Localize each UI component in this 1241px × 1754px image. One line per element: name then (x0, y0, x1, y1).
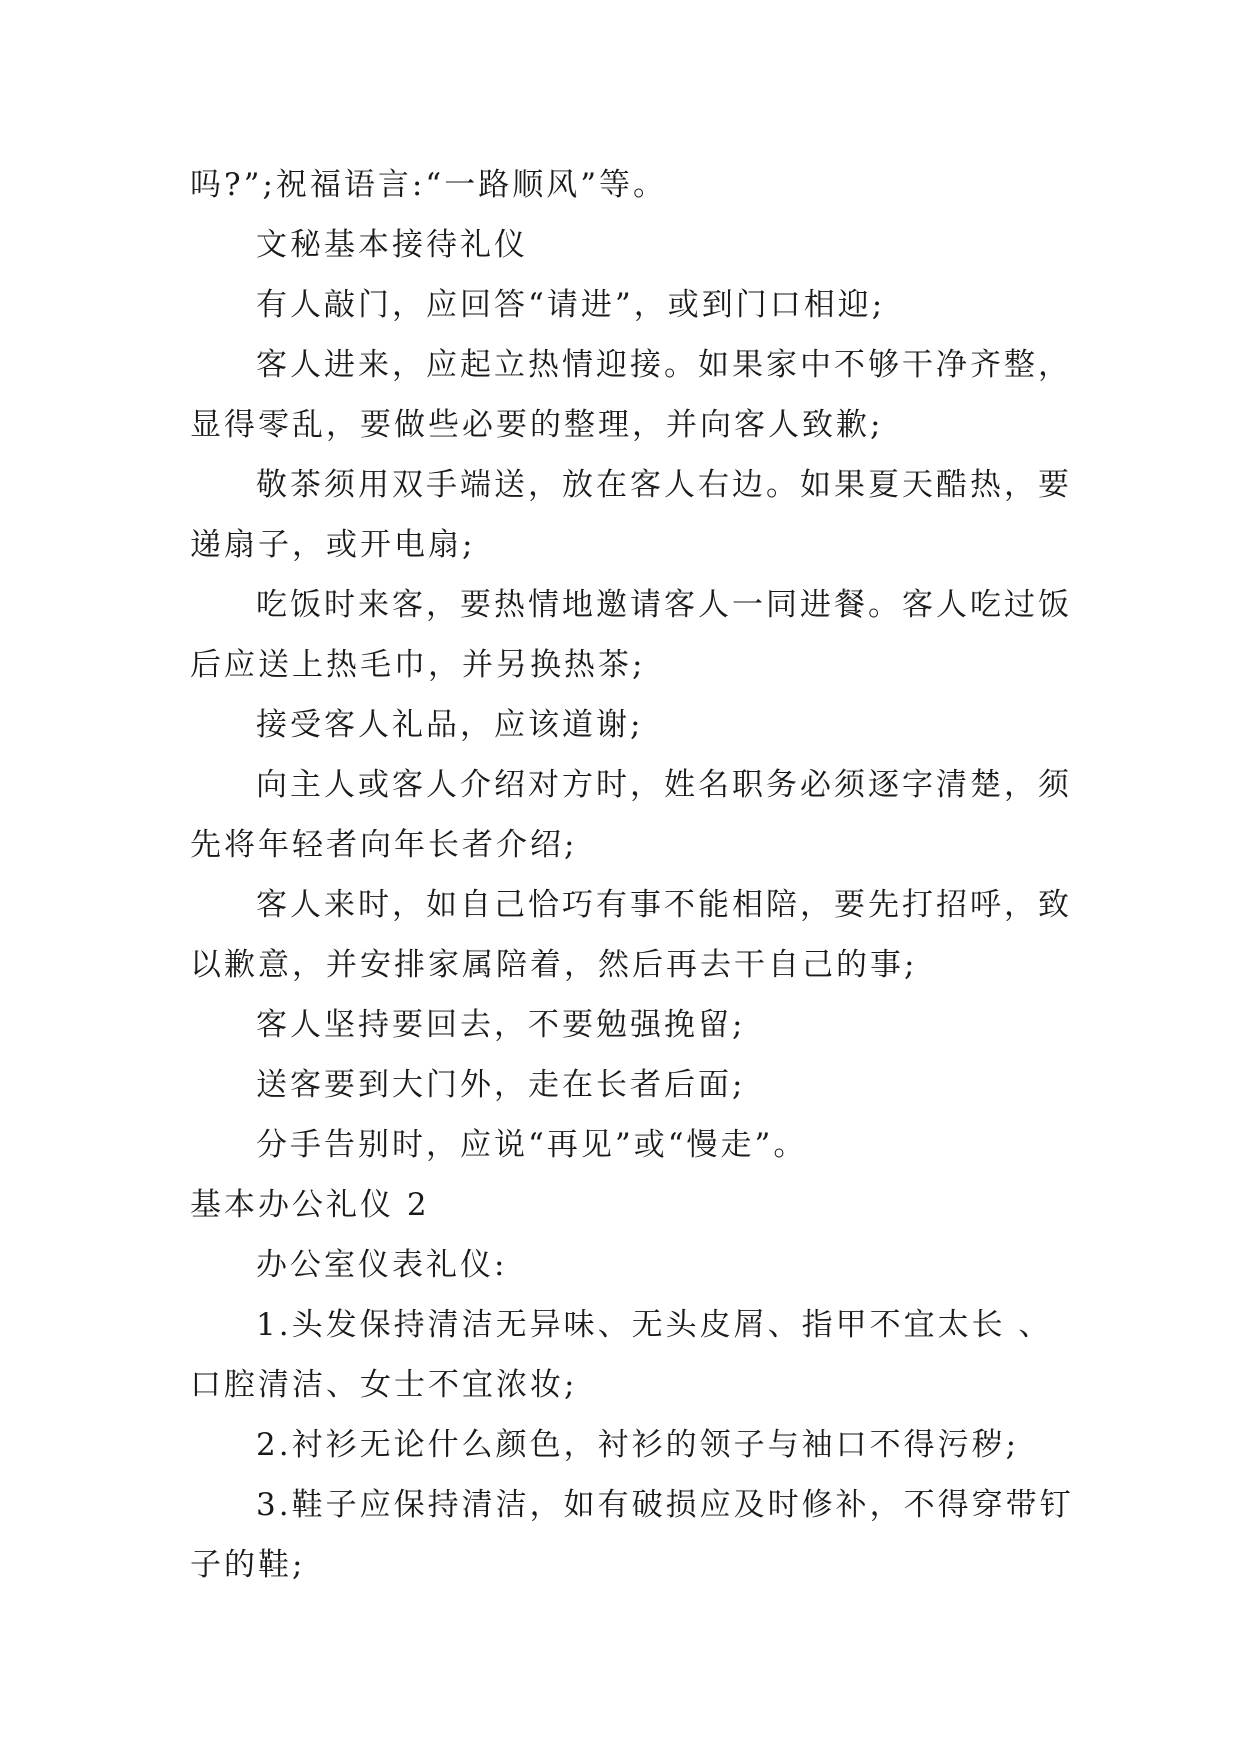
text-line: 分手告别时，应说“再见”或“慢走”。 (256, 1127, 808, 1163)
text-line: 接受客人礼品，应该道谢; (256, 707, 644, 743)
document-body (190, 155, 1074, 1595)
text-line: 有人敲门，应回答“请进”，或到门口相迎; (256, 287, 886, 323)
text-line: 客人来时，如自己恰巧有事不能相陪，要先打招呼，致 (256, 887, 1072, 923)
text-line: 后应送上热毛巾，并另换热茶; (190, 647, 646, 683)
list-item: 1.头发保持清洁无异味、无头皮屑、指甲不宜太长 、 (256, 1307, 1053, 1343)
text-line: 向主人或客人介绍对方时，姓名职务必须逐字清楚，须 (256, 767, 1072, 803)
text-line: 文秘基本接待礼仪 (256, 227, 528, 263)
list-item: 3.鞋子应保持清洁，如有破损应及时修补，不得穿带钉 (256, 1487, 1074, 1523)
text-line: 吗?”;祝福语言:“一路顺风”等。 (190, 167, 668, 203)
text-line: 以歉意，并安排家属陪着，然后再去干自己的事; (190, 947, 918, 983)
text-line: 显得零乱，要做些必要的整理，并向客人致歉; (190, 407, 884, 443)
text-line: 客人坚持要回去，不要勉强挽留; (256, 1007, 746, 1043)
text-line: 子的鞋; (190, 1547, 306, 1583)
text-line: 口腔清洁、女士不宜浓妆; (190, 1367, 578, 1403)
text-line: 敬茶须用双手端送，放在客人右边。如果夏天酷热，要 (256, 467, 1072, 503)
text-line: 办公室仪表礼仪: (256, 1247, 508, 1283)
list-item: 2.衬衫无论什么颜色，衬衫的领子与袖口不得污秽; (256, 1427, 1020, 1463)
text-line: 吃饭时来客，要热情地邀请客人一同进餐。客人吃过饭 (256, 587, 1072, 623)
text-line: 送客要到大门外，走在长者后面; (256, 1067, 746, 1103)
text-line: 递扇子，或开电扇; (190, 527, 476, 563)
text-line: 客人进来，应起立热情迎接。如果家中不够干净齐整， (256, 347, 1072, 383)
section-heading: 基本办公礼仪 2 (190, 1187, 430, 1223)
text-line: 先将年轻者向年长者介绍; (190, 827, 578, 863)
